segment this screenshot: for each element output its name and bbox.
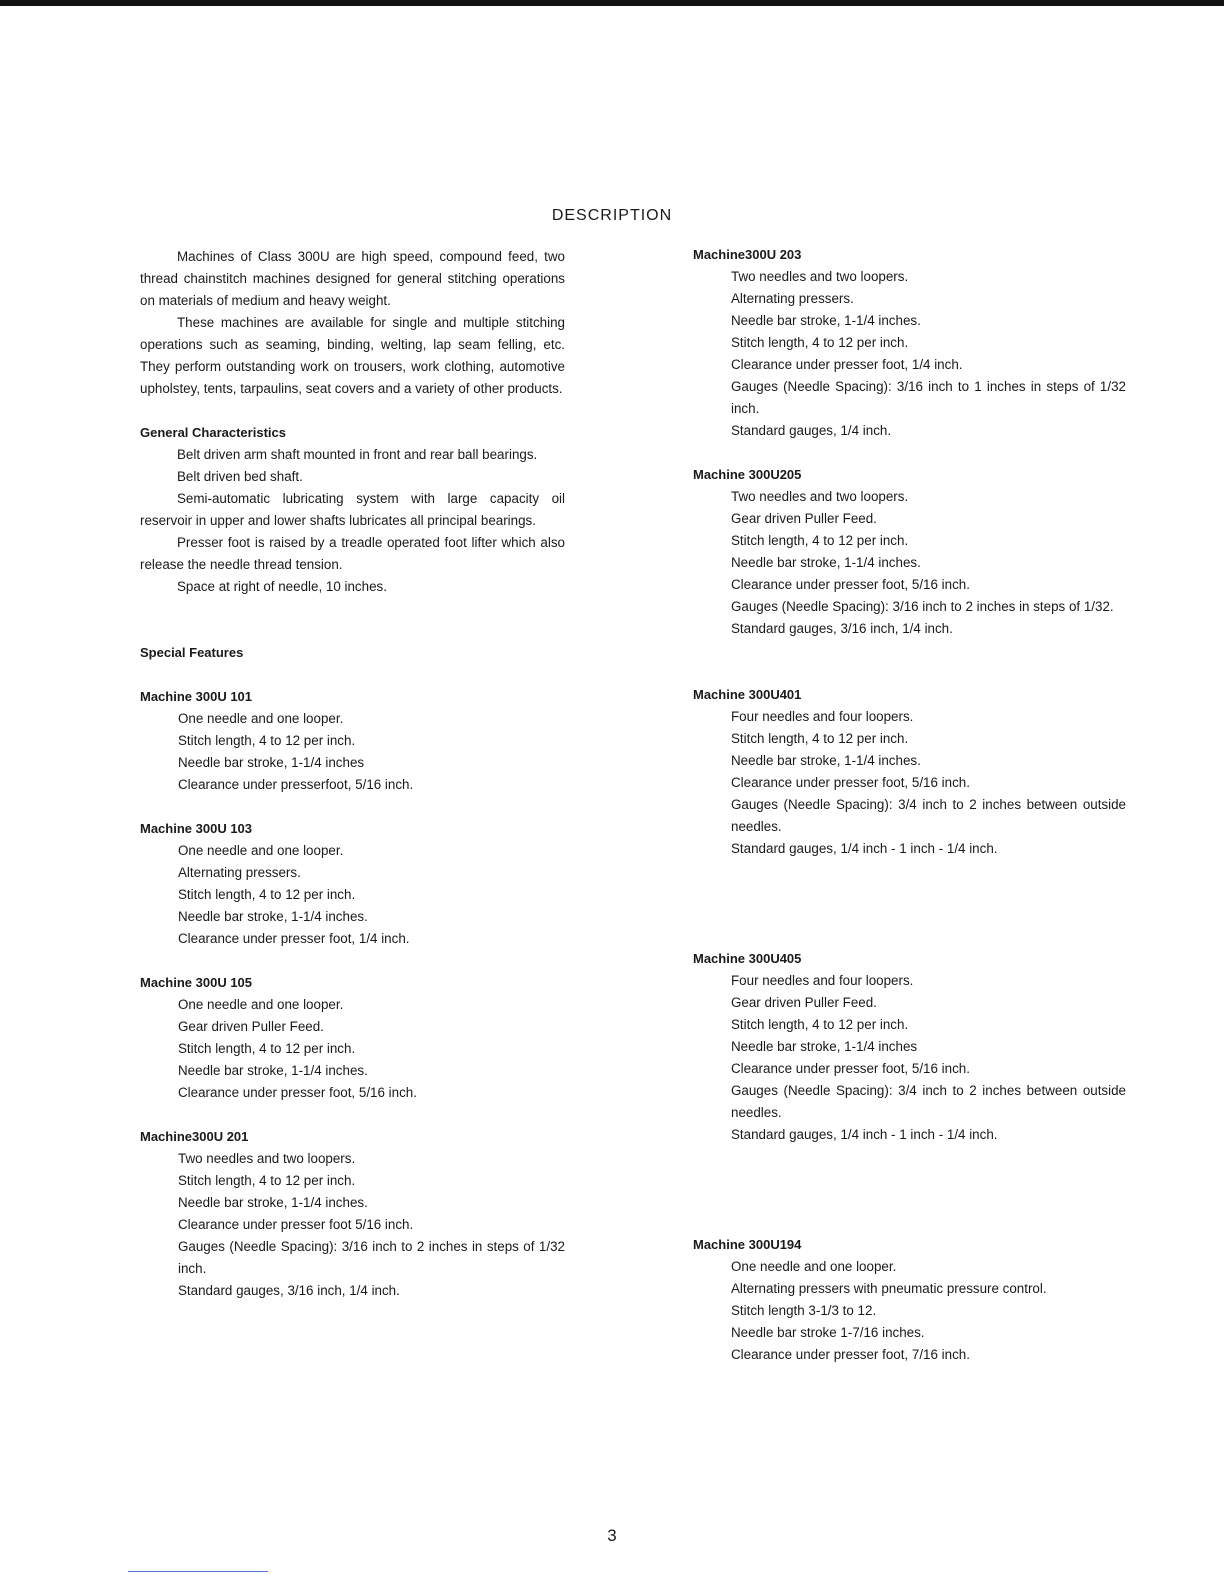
- spec-line: Two needles and two loopers.: [178, 1151, 356, 1166]
- spec-line: Standard gauges, 3/16 inch, 1/4 inch.: [178, 1283, 400, 1298]
- spec-line: Clearance under presser foot, 5/16 inch.: [731, 577, 970, 592]
- general-paragraph: Space at right of needle, 10 inches.: [177, 579, 387, 594]
- machine-heading: Machine 300U401: [693, 687, 802, 702]
- spec-line: Clearance under presser foot, 5/16 inch.: [731, 1061, 970, 1076]
- left-column: [140, 246, 565, 1302]
- machine-heading: Machine 300U205: [693, 467, 802, 482]
- spec-line: Gauges (Needle Spacing): 3/16 inch to 2 inches in steps of 1/32.: [731, 599, 1114, 614]
- spec-line: Needle bar stroke, 1-1/4 inches.: [178, 1063, 368, 1078]
- general-paragraph: Belt driven arm shaft mounted in front and rear ball bearings.: [177, 447, 538, 462]
- page-number: 3: [607, 1526, 617, 1545]
- spec-line: Clearance under presser foot, 5/16 inch.: [178, 1085, 417, 1100]
- spec-line: One needle and one looper.: [178, 711, 344, 726]
- scan-bottom-line: [128, 1571, 268, 1572]
- spec-line: Gauges (Needle Spacing): 3/4 inch to 2 inches between outside needles.: [731, 1083, 1126, 1120]
- machine-heading: Machine 300U405: [693, 951, 802, 966]
- machine-heading: Machine 300U 103: [140, 821, 253, 836]
- machine-block: [693, 948, 1126, 1146]
- spec-line: One needle and one looper.: [178, 843, 344, 858]
- spec-line: Stitch length, 4 to 12 per inch.: [731, 1017, 909, 1032]
- machine-block: [693, 464, 1126, 640]
- spec-line: Stitch length, 4 to 12 per inch.: [178, 733, 356, 748]
- machine-block: [693, 1234, 1126, 1366]
- spec-line: Clearance under presserfoot, 5/16 inch.: [178, 777, 414, 792]
- spec-line: Needle bar stroke, 1-1/4 inches.: [731, 753, 921, 768]
- spec-line: Standard gauges, 1/4 inch.: [731, 423, 892, 438]
- general-paragraph: Presser foot is raised by a treadle operated foot lifter which also release the needle thread tension.: [140, 535, 565, 572]
- spec-line: Needle bar stroke, 1-1/4 inches: [731, 1039, 918, 1054]
- spec-line: Gear driven Puller Feed.: [178, 1019, 324, 1034]
- machine-heading: Machine 300U 105: [140, 975, 253, 990]
- intro-paragraph: These machines are available for single and multiple stitching operations such as seaming, binding, welting, lap seam felling, etc. They perform outstanding work on trousers, work clothing, automotive upholstey, tents, tarpaulins, seat covers and a variety of other products.: [140, 315, 565, 396]
- spec-line: Stitch length, 4 to 12 per inch.: [731, 731, 909, 746]
- spec-line: Clearance under presser foot, 7/16 inch.: [731, 1347, 970, 1362]
- spec-line: One needle and one looper.: [731, 1259, 897, 1274]
- spec-line: Stitch length 3-1/3 to 12.: [731, 1303, 877, 1318]
- spec-line: Two needles and two loopers.: [731, 269, 909, 284]
- machine-block: [140, 1126, 565, 1302]
- spec-line: Alternating pressers with pneumatic pressure control.: [731, 1281, 1047, 1296]
- spec-line: Needle bar stroke 1-7/16 inches.: [731, 1325, 925, 1340]
- page-title: DESCRIPTION: [551, 207, 673, 224]
- machine-block: [140, 818, 565, 950]
- spec-line: Alternating pressers.: [178, 865, 301, 880]
- general-characteristics-heading: General Characteristics: [140, 425, 286, 440]
- spec-line: Stitch length, 4 to 12 per inch.: [178, 887, 356, 902]
- spec-line: Needle bar stroke, 1-1/4 inches: [178, 755, 365, 770]
- general-paragraph: Semi-automatic lubricating system with large capacity oil reservoir in upper and lower shafts lubricates all principal bearings.: [140, 491, 565, 528]
- spec-line: One needle and one looper.: [178, 997, 344, 1012]
- machine-block: [693, 244, 1126, 442]
- spec-line: Stitch length, 4 to 12 per inch.: [178, 1041, 356, 1056]
- scan-top-border: [0, 0, 1224, 6]
- right-column: [693, 244, 1126, 1366]
- machine-block: [140, 686, 565, 796]
- spec-line: Clearance under presser foot, 1/4 inch.: [178, 931, 410, 946]
- spec-line: Standard gauges, 3/16 inch, 1/4 inch.: [731, 621, 953, 636]
- spec-line: Gauges (Needle Spacing): 3/16 inch to 1 inches in steps of 1/32 inch.: [731, 379, 1126, 416]
- spec-line: Gear driven Puller Feed.: [731, 995, 877, 1010]
- spec-line: Standard gauges, 1/4 inch - 1 inch - 1/4 inch.: [731, 841, 998, 856]
- machine-heading: Machine300U 203: [693, 247, 802, 262]
- intro-paragraph: Machines of Class 300U are high speed, compound feed, two thread chainstitch machines designed for general stitching operations on materials of medium and heavy weight.: [140, 249, 565, 308]
- spec-line: Stitch length, 4 to 12 per inch.: [731, 335, 909, 350]
- spec-line: Needle bar stroke, 1-1/4 inches.: [731, 555, 921, 570]
- spec-line: Gauges (Needle Spacing): 3/4 inch to 2 inches between outside needles.: [731, 797, 1126, 834]
- spec-line: Gear driven Puller Feed.: [731, 511, 877, 526]
- spec-line: Stitch length, 4 to 12 per inch.: [178, 1173, 356, 1188]
- spec-line: Four needles and four loopers.: [731, 709, 914, 724]
- spec-line: Four needles and four loopers.: [731, 973, 914, 988]
- spec-line: Needle bar stroke, 1-1/4 inches.: [178, 909, 368, 924]
- spec-line: Needle bar stroke, 1-1/4 inches.: [178, 1195, 368, 1210]
- general-paragraph: Belt driven bed shaft.: [177, 469, 303, 484]
- spec-line: Clearance under presser foot, 5/16 inch.: [731, 775, 970, 790]
- spec-line: Standard gauges, 1/4 inch - 1 inch - 1/4 inch.: [731, 1127, 998, 1142]
- spec-line: Needle bar stroke, 1-1/4 inches.: [731, 313, 921, 328]
- machine-heading: Machine 300U194: [693, 1237, 802, 1252]
- machine-block: [140, 972, 565, 1104]
- spec-line: Stitch length, 4 to 12 per inch.: [731, 533, 909, 548]
- spec-line: Two needles and two loopers.: [731, 489, 909, 504]
- spec-line: Clearance under presser foot 5/16 inch.: [178, 1217, 414, 1232]
- spec-line: Clearance under presser foot, 1/4 inch.: [731, 357, 963, 372]
- spec-line: Alternating pressers.: [731, 291, 854, 306]
- spec-line: Gauges (Needle Spacing): 3/16 inch to 2 inches in steps of 1/32 inch.: [178, 1239, 565, 1276]
- special-features-heading: Special Features: [140, 645, 244, 660]
- machine-heading: Machine300U 201: [140, 1129, 249, 1144]
- machine-heading: Machine 300U 101: [140, 689, 253, 704]
- machine-block: [693, 684, 1126, 860]
